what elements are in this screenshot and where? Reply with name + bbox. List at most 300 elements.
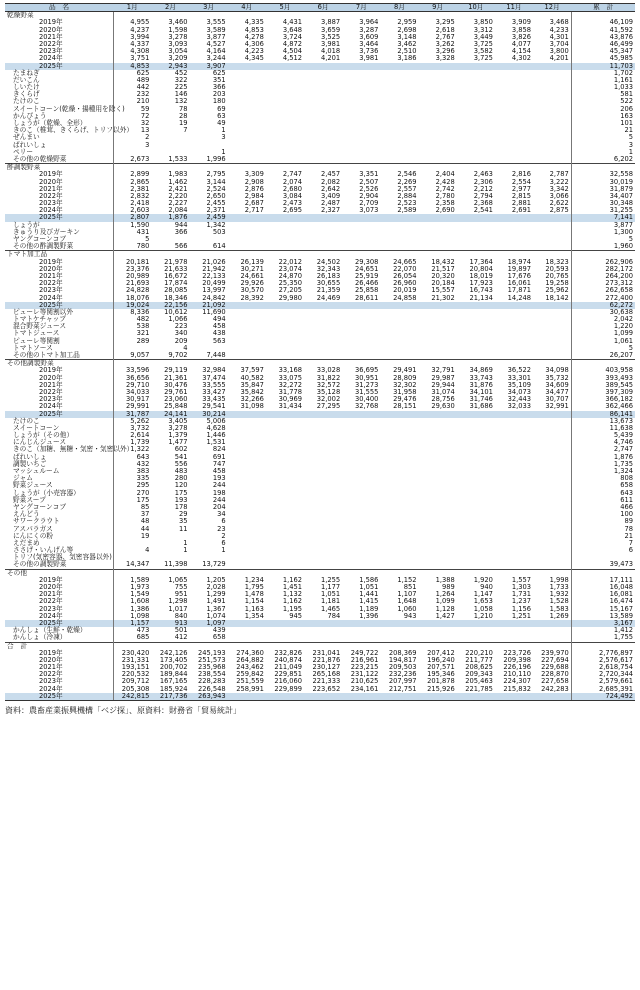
month-cell [495, 439, 533, 446]
row-label: 2019年 [39, 648, 63, 657]
month-cell: 193,151 [113, 664, 151, 671]
month-cell: 210,110 [503, 670, 532, 679]
month-cell [266, 432, 304, 439]
row-label: 2019年 [39, 18, 63, 27]
row-label: 野菜スープ [13, 495, 46, 504]
month-cell [457, 330, 495, 337]
month-cell [533, 106, 571, 113]
month-cell: 24,828 [113, 287, 151, 294]
row-label: その他の乾燥野菜 [13, 154, 67, 163]
month-cell: 1,303 [511, 583, 532, 591]
month-cell: 2,622 [549, 199, 569, 208]
month-cell: 3,858 [511, 25, 532, 34]
total-cell: 264,200 [571, 273, 635, 280]
month-cell [342, 214, 380, 221]
month-cell: 1,590 [113, 222, 151, 229]
month-cell [342, 432, 380, 439]
month-cell: 483 [174, 467, 188, 475]
month-cell [533, 149, 571, 156]
month-cell [304, 504, 342, 511]
month-cell [419, 91, 457, 98]
month-cell: 3,295 [435, 18, 455, 27]
month-cell: 2,428 [435, 177, 455, 186]
row-label: その他調製野菜 [5, 360, 113, 368]
month-cell [419, 134, 457, 141]
month-cell: 4,223 [244, 47, 264, 56]
month-cell: 2,742 [435, 184, 455, 193]
month-cell [533, 352, 571, 360]
month-cell [380, 540, 418, 547]
month-cell [419, 561, 457, 569]
month-cell: 4,164 [206, 47, 226, 56]
month-cell: 34,609 [545, 380, 569, 389]
month-cell [457, 84, 495, 91]
month-cell [304, 113, 342, 120]
total-cell: 41,592 [571, 27, 635, 34]
total-cell: 1,412 [571, 627, 635, 634]
month-cell: 30,214 [190, 411, 228, 418]
month-cell: 31,434 [278, 402, 303, 411]
month-cell: 989 [441, 583, 455, 591]
month-cell [419, 98, 457, 105]
month-cell [380, 127, 418, 134]
month-cell [342, 142, 380, 149]
month-cell: 207,997 [388, 677, 417, 686]
month-cell: 22,012 [278, 257, 303, 266]
month-cell: 238,554 [198, 670, 226, 679]
month-cell: 232,826 [274, 648, 303, 657]
total-cell: 206 [571, 106, 635, 113]
month-cell [495, 113, 533, 120]
month-cell: 1,446 [206, 431, 226, 440]
row-label: 2021年 [39, 663, 63, 672]
month-cell [266, 149, 304, 156]
month-cell [228, 533, 266, 540]
month-cell: 32,572 [316, 380, 341, 389]
month-cell [419, 316, 457, 323]
total-cell: 3,167 [571, 620, 635, 627]
month-cell: 227,694 [541, 655, 569, 664]
month-cell [266, 134, 304, 141]
header-total: 累 計 [571, 4, 635, 12]
month-cell [457, 236, 495, 243]
month-cell: 2,908 [244, 177, 264, 186]
month-cell [419, 330, 457, 337]
total-cell: 1,300 [571, 229, 635, 236]
month-cell [457, 526, 495, 533]
month-cell: 11 [179, 524, 188, 533]
total-cell: 1,220 [571, 323, 635, 330]
month-cell: 1 [221, 147, 226, 156]
month-cell [266, 106, 304, 113]
month-cell: 944 [174, 220, 188, 229]
row-label: ささげ・いんげん等 [13, 546, 74, 555]
month-cell: 3,309 [244, 170, 264, 179]
header-month: 7月 [342, 4, 380, 12]
month-cell [266, 425, 304, 432]
month-cell: 784 [327, 611, 341, 620]
month-cell [457, 302, 495, 309]
row-label: きのこ（加糖、無糖・気密・気密以外） [13, 445, 134, 454]
month-cell: 34,477 [545, 387, 569, 396]
month-cell [533, 627, 571, 634]
row-label: 2024年 [39, 54, 63, 63]
month-cell [266, 77, 304, 84]
month-cell [533, 547, 571, 554]
month-cell: 5 [113, 236, 151, 243]
month-cell: 452 [174, 68, 188, 77]
row-label: たまねぎ [13, 68, 40, 77]
month-cell: 2,695 [282, 206, 303, 215]
month-cell: 2,815 [511, 191, 532, 200]
row-label: たけのこ [13, 416, 40, 425]
month-cell: 3 [221, 133, 226, 142]
month-cell: 173,405 [159, 655, 188, 664]
row-label: 2020年 [39, 177, 63, 186]
month-cell [304, 461, 342, 468]
month-cell [266, 309, 304, 316]
table-row [5, 309, 635, 316]
month-cell: 2,642 [321, 184, 341, 193]
month-cell [457, 98, 495, 105]
row-label: その他のトマト加工品 [13, 351, 80, 359]
month-cell [533, 316, 571, 323]
month-cell: 1,451 [282, 583, 303, 591]
month-cell: 366 [174, 227, 188, 236]
table-row [5, 316, 635, 323]
month-cell: 215,926 [427, 684, 455, 693]
month-cell [533, 634, 571, 642]
month-cell [380, 316, 418, 323]
total-cell: 86,141 [571, 411, 635, 418]
month-cell [419, 425, 457, 432]
month-cell: 2,690 [435, 206, 455, 215]
month-cell [266, 511, 304, 518]
month-cell: 16,743 [469, 286, 493, 295]
month-cell: 780 [113, 243, 151, 251]
row-label: トマト加工品 [5, 251, 113, 259]
month-cell: 11,690 [202, 307, 226, 316]
row-label: マッシュルーム [13, 467, 60, 475]
month-cell: 1,205 [206, 575, 226, 584]
row-label: スイートコーン [13, 423, 60, 432]
month-cell: 208,369 [388, 648, 417, 657]
month-cell: 21,633 [164, 264, 188, 273]
month-cell [533, 84, 571, 91]
month-cell [457, 156, 495, 164]
month-cell [304, 91, 342, 98]
month-cell [304, 302, 342, 309]
month-cell [380, 561, 418, 569]
row-label: 2021年 [39, 271, 63, 280]
month-cell [342, 540, 380, 547]
row-label: えだまめ [13, 538, 40, 547]
month-cell [342, 497, 380, 504]
month-cell [304, 511, 342, 518]
month-cell [266, 533, 304, 540]
month-cell: 35,847 [240, 380, 264, 389]
table-row [5, 504, 635, 511]
month-cell: 3,725 [473, 54, 493, 63]
month-cell: 31,098 [240, 402, 264, 411]
month-cell [228, 149, 266, 156]
month-cell: 146 [174, 90, 188, 99]
total-cell: 1,099 [571, 330, 635, 337]
row-label: 2019年 [39, 257, 63, 266]
month-cell [495, 454, 533, 461]
month-cell: 234,161 [350, 684, 379, 693]
month-cell: 2,904 [359, 191, 379, 200]
month-cell: 4,345 [244, 54, 264, 63]
table-row [5, 511, 635, 518]
month-cell [495, 468, 533, 475]
month-cell: 29,926 [240, 279, 264, 288]
month-cell: 2,747 [282, 170, 303, 179]
month-cell: 227,658 [541, 677, 569, 686]
row-label: ばれいしょ [13, 452, 47, 461]
month-cell: 69 [217, 104, 226, 113]
row-label: 2020年 [39, 373, 63, 382]
month-cell [304, 547, 342, 554]
month-cell: 32,984 [202, 366, 226, 375]
total-cell: 39,473 [571, 561, 635, 569]
month-cell: 3,262 [435, 39, 455, 48]
section-row [5, 164, 635, 172]
month-cell: 20,593 [545, 264, 569, 273]
month-cell [419, 627, 457, 634]
source-note: 資料：農畜産業振興機構「ベジ探」、原資料：財務省「貿易統計」 [5, 706, 241, 715]
month-cell: 3,589 [206, 25, 226, 34]
month-cell [533, 302, 571, 309]
month-cell [457, 620, 495, 627]
month-cell [304, 309, 342, 316]
month-cell [495, 120, 533, 127]
month-cell: 3,449 [473, 32, 493, 41]
month-cell [304, 693, 342, 701]
month-cell [419, 243, 457, 251]
table-body [5, 12, 635, 701]
row-label: 2023年 [39, 395, 63, 404]
total-cell: 2,747 [571, 446, 635, 453]
month-cell: 1,098 [113, 613, 151, 620]
month-cell: 3,287 [359, 25, 379, 34]
header-month: 9月 [419, 4, 457, 12]
month-cell: 2,650 [206, 191, 226, 200]
month-cell: 263,943 [190, 693, 228, 701]
row-label: トマトケチャップ [13, 315, 66, 324]
month-cell [228, 475, 266, 482]
month-cell: 1,648 [397, 597, 417, 606]
month-cell: 2,526 [359, 184, 379, 193]
month-cell: 2,618 [435, 25, 455, 34]
month-cell: 33,168 [278, 366, 303, 375]
month-cell [342, 439, 380, 446]
table-row [5, 243, 635, 251]
month-cell: 3,093 [168, 39, 188, 48]
total-cell: 403,958 [571, 367, 635, 374]
month-cell [228, 627, 266, 634]
month-cell [533, 229, 571, 236]
month-cell [380, 98, 418, 105]
month-cell [457, 547, 495, 554]
table-row [5, 454, 635, 461]
month-cell: 24,858 [393, 293, 417, 302]
month-cell: 24,651 [354, 264, 379, 273]
month-cell: 412 [174, 633, 188, 642]
month-cell [151, 134, 189, 141]
total-cell: 282,172 [571, 266, 635, 273]
table-row [5, 554, 635, 561]
month-cell: 34,033 [113, 389, 151, 396]
month-cell [495, 620, 533, 627]
month-cell [419, 468, 457, 475]
month-cell: 1,739 [113, 439, 151, 446]
month-cell: 7 [183, 126, 188, 135]
row-label: 2019年 [39, 575, 63, 584]
total-cell: 21 [571, 533, 635, 540]
month-cell [419, 127, 457, 134]
month-cell: 30,707 [545, 395, 569, 404]
month-cell [533, 526, 571, 533]
month-cell: 251,573 [198, 655, 226, 664]
month-cell: 24,502 [316, 257, 341, 266]
month-cell: 29 [179, 510, 188, 519]
month-cell [228, 547, 266, 554]
month-cell [266, 302, 304, 309]
month-cell [342, 345, 380, 352]
month-cell: 33,028 [316, 366, 341, 375]
month-cell: 4,306 [244, 39, 264, 48]
row-label: 2024年 [39, 611, 63, 620]
month-cell [228, 411, 266, 418]
month-cell: 23,376 [113, 266, 151, 273]
table-row [5, 418, 635, 425]
month-cell [266, 461, 304, 468]
total-cell: 1,755 [571, 634, 635, 642]
month-cell: 207,412 [427, 648, 455, 657]
month-cell [228, 446, 266, 453]
month-cell: 193 [174, 495, 188, 504]
month-cell [266, 620, 304, 627]
month-cell [228, 134, 266, 141]
month-cell [495, 490, 533, 497]
month-cell: 264,882 [236, 655, 264, 664]
row-label: 2021年 [39, 184, 63, 193]
month-cell [228, 91, 266, 98]
row-label: スイートコーン(乾燥・揚種用を除く) [13, 104, 125, 113]
month-cell: 32,002 [316, 395, 341, 404]
row-label: 2024年 [39, 402, 63, 411]
month-cell [380, 323, 418, 330]
month-cell: 2,816 [511, 170, 532, 179]
table-row [5, 526, 635, 533]
month-cell: 2,794 [473, 191, 493, 200]
month-cell [304, 468, 342, 475]
month-cell [228, 330, 266, 337]
month-cell [380, 547, 418, 554]
month-cell [228, 229, 266, 236]
table-row [5, 533, 635, 540]
month-cell [380, 554, 418, 561]
month-cell: 625 [212, 68, 226, 77]
row-label: その他の酢調製野菜 [13, 242, 74, 251]
month-cell: 2,717 [244, 206, 264, 215]
header-month: 10月 [457, 4, 495, 12]
month-cell [495, 475, 533, 482]
month-cell [380, 490, 418, 497]
row-label: だいこん [13, 75, 40, 84]
month-cell: 3,296 [435, 47, 455, 56]
month-cell [228, 309, 266, 316]
month-cell: 289 [113, 338, 151, 345]
month-cell: 1,162 [282, 575, 303, 584]
month-cell: 3,144 [206, 177, 226, 186]
month-cell [495, 352, 533, 360]
month-cell [228, 120, 266, 127]
month-cell: 274,360 [236, 648, 264, 657]
month-cell: 3,800 [549, 47, 569, 56]
month-cell: 78 [179, 104, 188, 113]
month-cell: 22,133 [202, 271, 226, 280]
month-cell [304, 634, 342, 642]
month-cell [304, 98, 342, 105]
month-cell: 563 [212, 336, 226, 345]
month-cell [228, 142, 266, 149]
total-cell: 643 [571, 490, 635, 497]
month-cell [457, 561, 495, 569]
month-cell: 602 [174, 445, 188, 454]
table-row [5, 591, 635, 598]
month-cell: 432 [113, 461, 151, 468]
month-cell: 1,060 [397, 604, 417, 613]
month-cell [304, 490, 342, 497]
month-cell: 3,148 [397, 32, 417, 41]
month-cell: 1,996 [206, 154, 226, 163]
month-cell [419, 547, 457, 554]
month-cell [457, 634, 495, 642]
month-cell: 27,205 [278, 286, 303, 295]
month-cell: 37 [113, 511, 151, 518]
row-label: しいたけ [13, 83, 40, 92]
month-cell [228, 490, 266, 497]
month-cell [495, 504, 533, 511]
row-label: 2022年 [39, 670, 63, 679]
month-cell: 824 [212, 445, 226, 454]
month-cell [342, 620, 380, 627]
month-cell [419, 504, 457, 511]
month-cell [380, 77, 418, 84]
month-cell [266, 214, 304, 221]
month-cell: 29,761 [164, 387, 188, 396]
month-cell [342, 490, 380, 497]
month-cell: 30,476 [164, 380, 188, 389]
month-cell: 3,278 [168, 423, 188, 432]
month-cell [380, 134, 418, 141]
row-label: トマトソース [13, 343, 53, 352]
month-cell: 2,680 [282, 184, 303, 193]
month-cell: 21,359 [316, 286, 341, 295]
month-cell: 24,141 [151, 411, 189, 418]
month-cell: 30,655 [316, 279, 341, 288]
month-cell: 3,244 [206, 54, 226, 63]
month-cell [228, 323, 266, 330]
total-cell: 11,703 [571, 63, 635, 70]
month-cell [304, 345, 342, 352]
month-cell [304, 330, 342, 337]
month-cell [457, 504, 495, 511]
month-cell: 33,435 [202, 395, 226, 404]
row-label: 2025年 [5, 620, 113, 627]
